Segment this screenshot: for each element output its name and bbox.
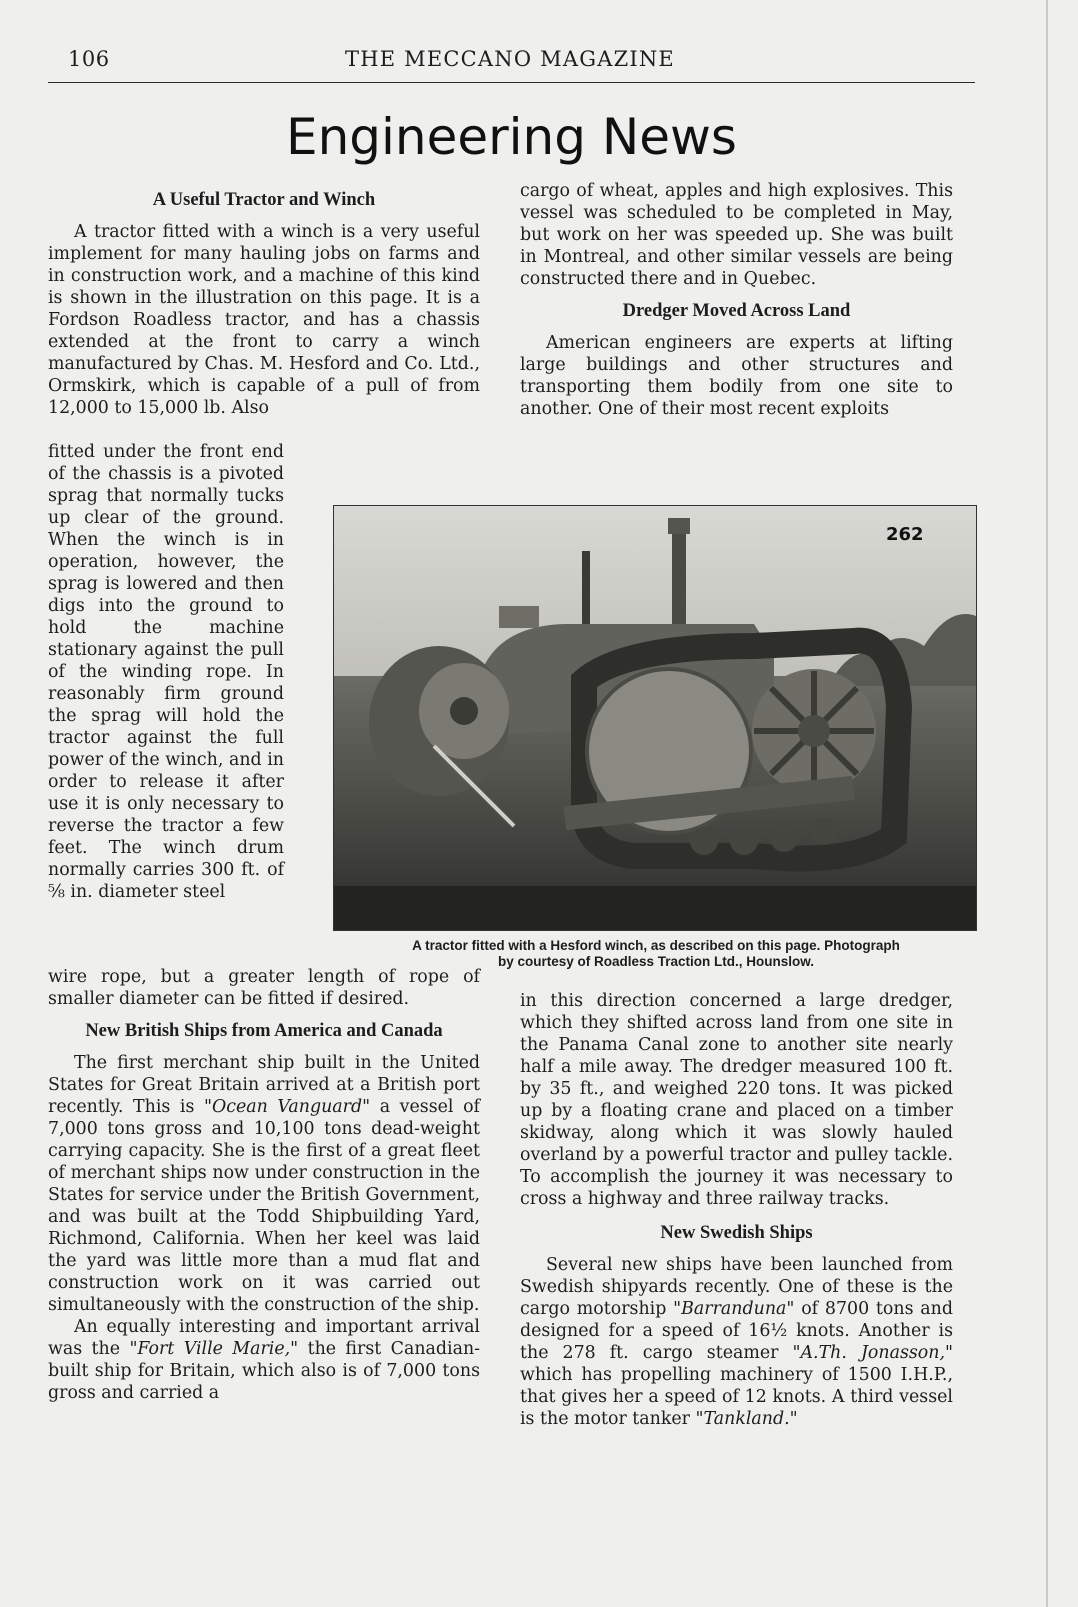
text-span: An equally interesting and important arrival was the	[48, 1317, 480, 1359]
text-span: the first Canadian-built ship for Britain, which also is of 7,000 tons gross and carried a	[48, 1339, 481, 1403]
page-title: Engineering News	[285, 108, 737, 166]
paragraph-swedish-ships	[520, 1254, 953, 1430]
right-column-bottom	[520, 990, 953, 1430]
page-number: 106	[68, 47, 110, 71]
tractor-illustration	[334, 506, 976, 930]
running-title: THE MECCANO MAGAZINE	[345, 47, 675, 71]
paragraph-cargo: cargo of wheat, apples and high explosives. This vessel was scheduled to be completed in May, but work on her was speeded up. She was built in Montreal, and other similar vessels are being constructed there and in Quebec.	[520, 181, 953, 289]
paragraph-sprag: fitted under the front end of the chassis is a pivoted sprag that normally tucks up clear of the ground. When the winch is in operation, however, the sprag is lowered and then digs into the ground to hold the machine stationary against the pull of the winding rope. In reasonably firm ground the sprag will hold the tractor against the full power of the winch, and in order to release it after use it is only necessary to reverse the tractor a few feet. The winch drum normally carries 300 ft. of ⅝ in. diameter steel	[48, 442, 284, 902]
text-span: which has propelling machinery of 1500 I.H.P., that gives her a speed of 12 knots. A third vessel is the motor tanker	[520, 1365, 953, 1429]
text-span: of 8700 tons and designed for a speed of 16½ knots. Another is the 278 ft. cargo steamer	[520, 1299, 954, 1363]
ship-name-fort-ville-marie: "Fort Ville Marie,"	[129, 1339, 299, 1359]
tractor-photograph	[333, 505, 977, 931]
figure-number: 262	[886, 524, 924, 545]
page-edge-shadow	[1046, 0, 1048, 1607]
left-column-narrow	[48, 441, 284, 903]
left-column-bottom	[48, 966, 480, 1404]
heading-tractor-winch: A Useful Tractor and Winch	[152, 190, 376, 210]
paragraph-dredger: in this direction concerned a large dredger, which they shifted across land from one site in the Panama Canal zone to another site nearly half a mile away. The dredger measured 100 ft. by 35 ft., and weighed 220 tons. It was picked up by a floating crane and placed on a timber skidway, along which it was slowly hauled overland by a powerful tractor and pulley tackle. To accomplish the journey it was necessary to cross a highway and three railway tracks.	[520, 991, 953, 1209]
paragraph-rope: wire rope, but a greater length of rope of smaller diameter can be fitted if desired.	[48, 967, 480, 1009]
paragraph-tractor-intro: A tractor fitted with a winch is a very useful implement for many hauling jobs on farms and in construction work, and a machine of this kind is shown in the illustration on this page. It is a Fordson Roadless tractor, and has a chassis extended at the front to carry a winch manufactured by Chas. M. Hesford and Co. Ltd., Ormskirk, which is capable of a pull of from 12,000 to 15,000 lb. Also	[48, 222, 480, 418]
paragraph-dredger-intro: American engineers are experts at lifting large buildings and other structures and transporting them bodily from one site to another. One of their most recent exploits	[520, 333, 953, 419]
paragraph-fort-ville-marie	[48, 1316, 480, 1404]
ship-name-barranduna: "Barranduna"	[673, 1299, 795, 1319]
ship-name-ocean-vanguard: "Ocean Vanguard"	[203, 1097, 371, 1117]
ship-name-tankland: "Tankland."	[695, 1409, 798, 1429]
figure-caption	[326, 938, 986, 970]
text-span: a vessel of 7,000 tons gross and 10,100 tons dead-weight carrying capacity. She is the first of a great fleet of merchant ships now under construction in the States for service under the British Government, and was built at the Todd Shipbuilding Yard, Richmond, California. When her keel was laid the yard was little more than a mud flat and construction work on it was carried out simultaneously with the construction of the ship.	[48, 1097, 480, 1315]
heading-british-ships: New British Ships from America and Canada	[85, 1021, 443, 1041]
ship-name-jonasson: "A.Th. Jonasson,"	[792, 1343, 954, 1363]
text-span: Several new ships have been launched from Swedish shipyards recently. One of these is the cargo motorship	[520, 1255, 953, 1319]
left-column-top	[48, 189, 480, 419]
right-column-top	[520, 180, 953, 420]
caption-line-2: by courtesy of Roadless Traction Ltd., Hounslow.	[497, 954, 815, 969]
caption-line-1: A tractor fitted with a Hesford winch, as described on this page. Photograph	[412, 938, 900, 953]
heading-dredger: Dredger Moved Across Land	[622, 301, 851, 321]
paragraph-ocean-vanguard	[48, 1052, 480, 1316]
heading-swedish-ships: New Swedish Ships	[660, 1223, 813, 1243]
header-rule	[48, 82, 975, 83]
text-span: The first merchant ship built in the United States for Great Britain arrived at a British port recently. This is	[48, 1053, 480, 1117]
